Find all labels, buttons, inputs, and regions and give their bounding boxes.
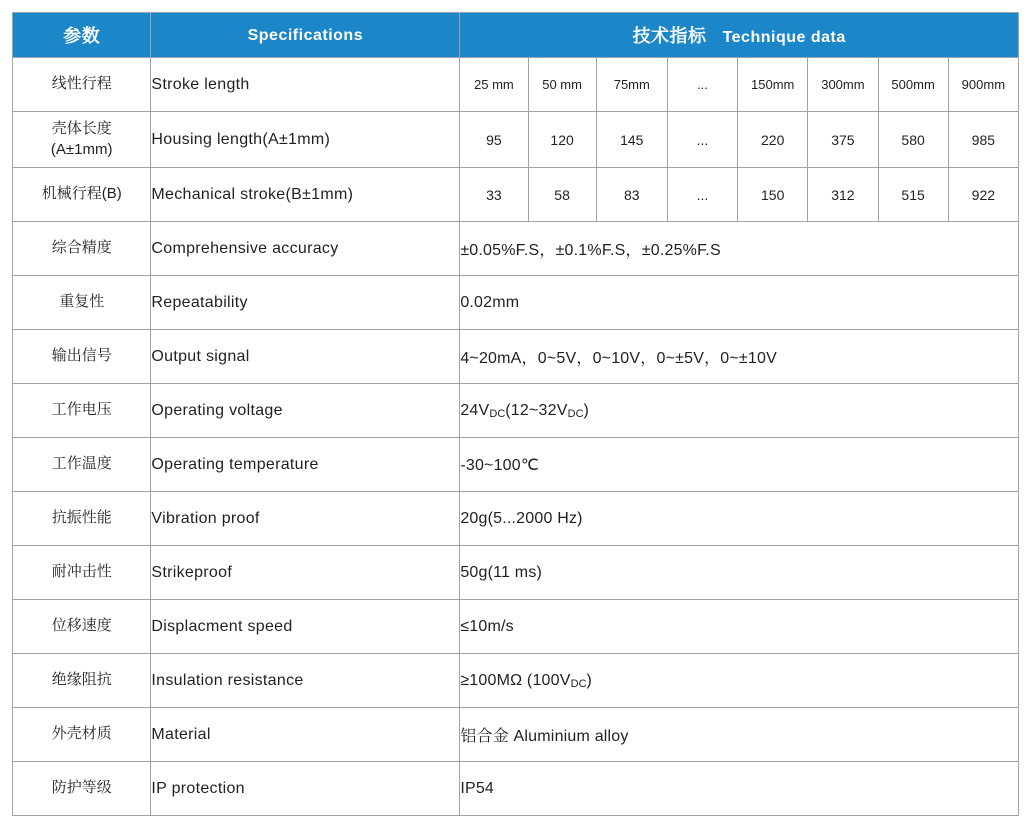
row-spec: Insulation resistance xyxy=(151,654,460,708)
row-value: IP54 xyxy=(460,762,1019,816)
row-value: 120 xyxy=(528,112,596,168)
table-row xyxy=(13,654,1019,708)
row-value: ≤10m/s xyxy=(460,600,1019,654)
row-value: ... xyxy=(667,112,737,168)
row-param: 防护等级 xyxy=(13,762,151,816)
row-spec: Comprehensive accuracy xyxy=(151,222,460,276)
voltage-dc-subscript: DC xyxy=(489,407,506,420)
row-spec: Vibration proof xyxy=(151,492,460,546)
table-body xyxy=(13,58,1019,816)
row-param: 工作电压 xyxy=(13,384,151,438)
row-value: 50g(11 ms) xyxy=(460,546,1019,600)
table-row xyxy=(13,58,1019,112)
specifications-table xyxy=(12,12,1019,816)
row-param: 位移速度 xyxy=(13,600,151,654)
voltage-value-pre: 24V xyxy=(460,401,490,419)
table-row xyxy=(13,600,1019,654)
row-value: ±0.05%F.S，±0.1%F.S，±0.25%F.S xyxy=(460,222,1019,276)
row-spec: Housing length(A±1mm) xyxy=(151,112,460,168)
row-value: 25 mm xyxy=(460,58,528,112)
row-value: 50 mm xyxy=(528,58,596,112)
row-param xyxy=(13,112,151,168)
resistance-dc-subscript: DC xyxy=(570,677,587,690)
row-value: ... xyxy=(667,58,737,112)
row-spec: Repeatability xyxy=(151,276,460,330)
row-param: 输出信号 xyxy=(13,330,151,384)
header-param: 参数 xyxy=(13,13,151,58)
table-header-row xyxy=(13,13,1019,58)
table-row xyxy=(13,222,1019,276)
row-value: 20g(5...2000 Hz) xyxy=(460,492,1019,546)
row-spec: IP protection xyxy=(151,762,460,816)
row-param: 综合精度 xyxy=(13,222,151,276)
voltage-value-post: ) xyxy=(583,401,590,419)
row-value: 985 xyxy=(948,112,1018,168)
voltage-dc-subscript-2: DC xyxy=(567,407,584,420)
row-param: 工作温度 xyxy=(13,438,151,492)
row-spec: Strikeproof xyxy=(151,546,460,600)
row-param: 外壳材质 xyxy=(13,708,151,762)
row-spec: Material xyxy=(151,708,460,762)
row-value: 150mm xyxy=(738,58,808,112)
row-value: 220 xyxy=(738,112,808,168)
table-row xyxy=(13,276,1019,330)
table-row xyxy=(13,708,1019,762)
row-value: 145 xyxy=(596,112,667,168)
row-param: 绝缘阻抗 xyxy=(13,654,151,708)
row-value: 922 xyxy=(948,168,1018,222)
row-value: 83 xyxy=(596,168,667,222)
row-param: 机械行程(B) xyxy=(13,168,151,222)
table-row xyxy=(13,384,1019,438)
row-value: 515 xyxy=(878,168,948,222)
row-param: 重复性 xyxy=(13,276,151,330)
row-value: 0.02mm xyxy=(460,276,1019,330)
row-value: 铝合金 Aluminium alloy xyxy=(460,708,1019,762)
row-value: ... xyxy=(667,168,737,222)
table-row xyxy=(13,112,1019,168)
row-param: 线性行程 xyxy=(13,58,151,112)
row-value xyxy=(460,654,1019,708)
row-spec: Output signal xyxy=(151,330,460,384)
table-row xyxy=(13,168,1019,222)
table-row xyxy=(13,762,1019,816)
row-value xyxy=(460,384,1019,438)
resistance-value-pre: ≥100MΩ (100V xyxy=(460,671,571,689)
row-value: 4~20mA，0~5V，0~10V，0~±5V，0~±10V xyxy=(460,330,1019,384)
row-value: 150 xyxy=(738,168,808,222)
row-spec: Mechanical stroke(B±1mm) xyxy=(151,168,460,222)
row-value: 500mm xyxy=(878,58,948,112)
row-value: 300mm xyxy=(808,58,878,112)
table-row xyxy=(13,546,1019,600)
row-param-line2: (A±1mm) xyxy=(50,140,113,158)
row-value: 900mm xyxy=(948,58,1018,112)
resistance-value-post: ) xyxy=(586,671,593,689)
voltage-value-mid: (12~32V xyxy=(505,401,568,419)
row-param-line1: 壳体长度 xyxy=(51,120,112,138)
row-param: 抗振性能 xyxy=(13,492,151,546)
row-spec: Displacment speed xyxy=(151,600,460,654)
row-param: 耐冲击性 xyxy=(13,546,151,600)
row-value: 312 xyxy=(808,168,878,222)
row-spec: Stroke length xyxy=(151,58,460,112)
row-value: 33 xyxy=(460,168,528,222)
row-value: -30~100℃ xyxy=(460,438,1019,492)
row-value: 75mm xyxy=(596,58,667,112)
row-value: 580 xyxy=(878,112,948,168)
row-value: 375 xyxy=(808,112,878,168)
table-row xyxy=(13,330,1019,384)
row-spec: Operating voltage xyxy=(151,384,460,438)
row-value: 95 xyxy=(460,112,528,168)
row-spec: Operating temperature xyxy=(151,438,460,492)
table-row xyxy=(13,438,1019,492)
table-row xyxy=(13,492,1019,546)
header-technique-data: 技术指标 Technique data xyxy=(460,13,1019,58)
header-specifications: Specifications xyxy=(151,13,460,58)
row-value: 58 xyxy=(528,168,596,222)
